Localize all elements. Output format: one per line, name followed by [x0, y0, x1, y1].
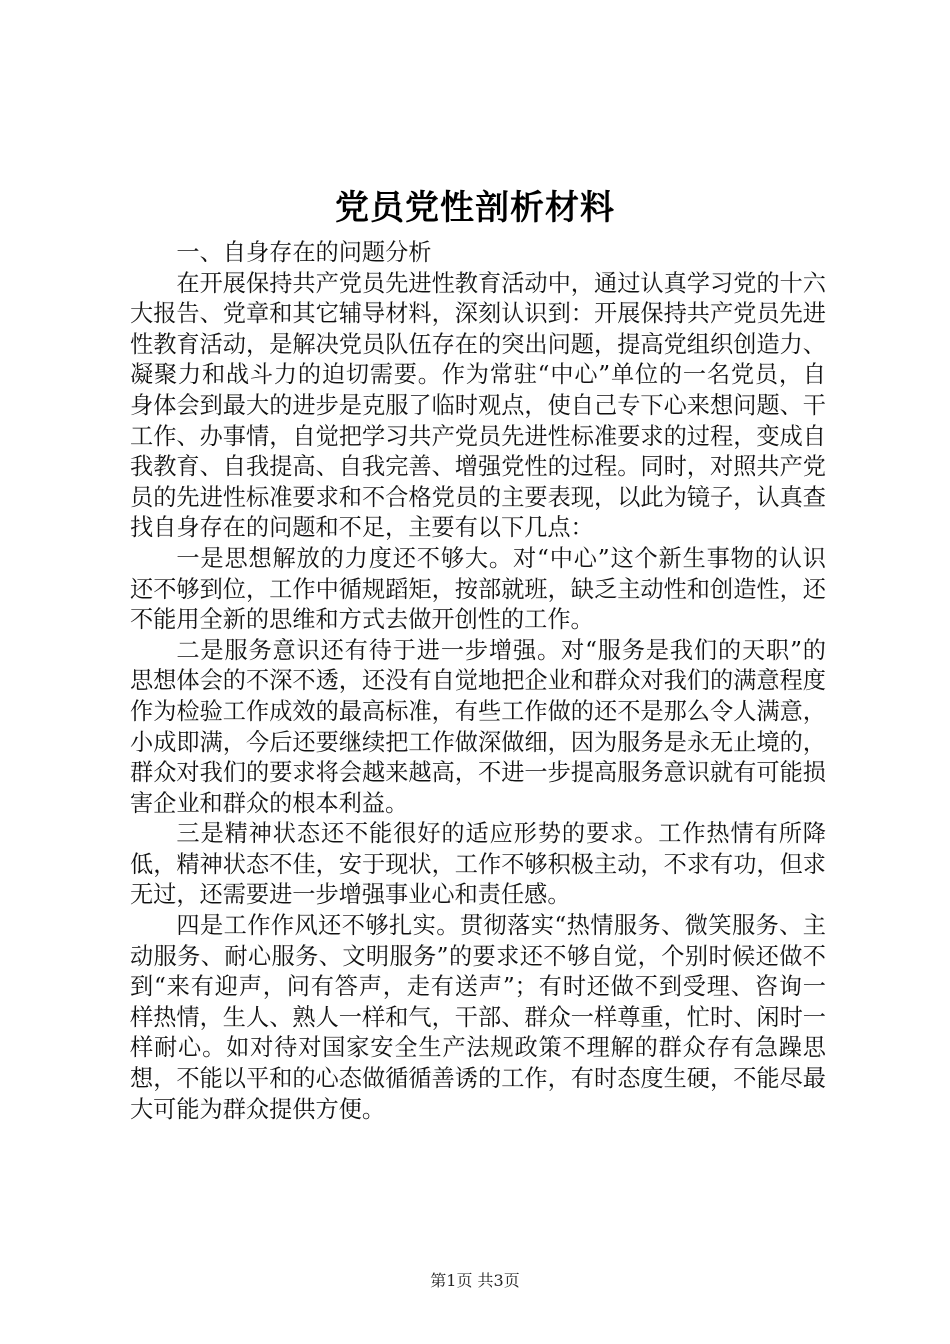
- document-body: [130, 238, 826, 1125]
- paragraph-point-1: 一是思想解放的力度还不够大。对“中心”这个新生事物的认识还不够到位，工作中循规蹈矩，按部就班，缺乏主动性和创造性，还不能用全新的思维和方式去做开创性的工作。: [130, 544, 826, 634]
- page-number: 第1页 共3页: [430, 1271, 520, 1290]
- section-heading: 一、自身存在的问题分析: [176, 239, 432, 266]
- document-title: 党员党性剖析材料: [335, 188, 615, 228]
- paragraph-point-2: 二是服务意识还有待于进一步增强。对“服务是我们的天职”的思想体会的不深不透，还没有自觉地把企业和群众对我们的满意程度作为检验工作成效的最高标准，有些工作做的还不是那么令人满意，小成即满，今后还要继续把工作做深做细，因为服务是永无止境的，群众对我们的要求将会越来越高，不进一步提高服务意识就有可能损害企业和群众的根本利益。: [130, 636, 826, 817]
- paragraph-point-4: 四是工作作风还不够扎实。贯彻落实“热情服务、微笑服务、主动服务、耐心服务、文明服务”的要求还不够自觉，个别时候还做不到“来有迎声，问有答声，走有送声”；有时还做不到受理、咨询一样热情，生人、熟人一样和气，干部、群众一样尊重，忙时、闲时一样耐心。如对待对国家安全生产法规政策不理解的群众存有急躁思想，不能以平和的心态做循循善诱的工作，有时态度生硬，不能尽最大可能为群众提供方便。: [130, 912, 826, 1123]
- paragraph-intro: 在开展保持共产党员先进性教育活动中，通过认真学习党的十六大报告、党章和其它辅导材料，深刻认识到：开展保持共产党员先进性教育活动，是解决党员队伍存在的突出问题，提高党组织创造力、凝聚力和战斗力的迫切需要。作为常驻“中心”单位的一名党员，自身体会到最大的进步是克服了临时观点，使自己专下心来想问题、干工作、办事情，自觉把学习共产党员先进性标准要求的过程，变成自我教育、自我提高、自我完善、增强党性的过程。同时，对照共产党员的先进性标准要求和不合格党员的主要表现，以此为镜子，认真查找自身存在的问题和不足，主要有以下几点：: [130, 269, 826, 542]
- paragraph-point-3: 三是精神状态还不能很好的适应形势的要求。工作热情有所降低，精神状态不佳，安于现状，工作不够积极主动，不求有功，但求无过，还需要进一步增强事业心和责任感。: [130, 820, 826, 909]
